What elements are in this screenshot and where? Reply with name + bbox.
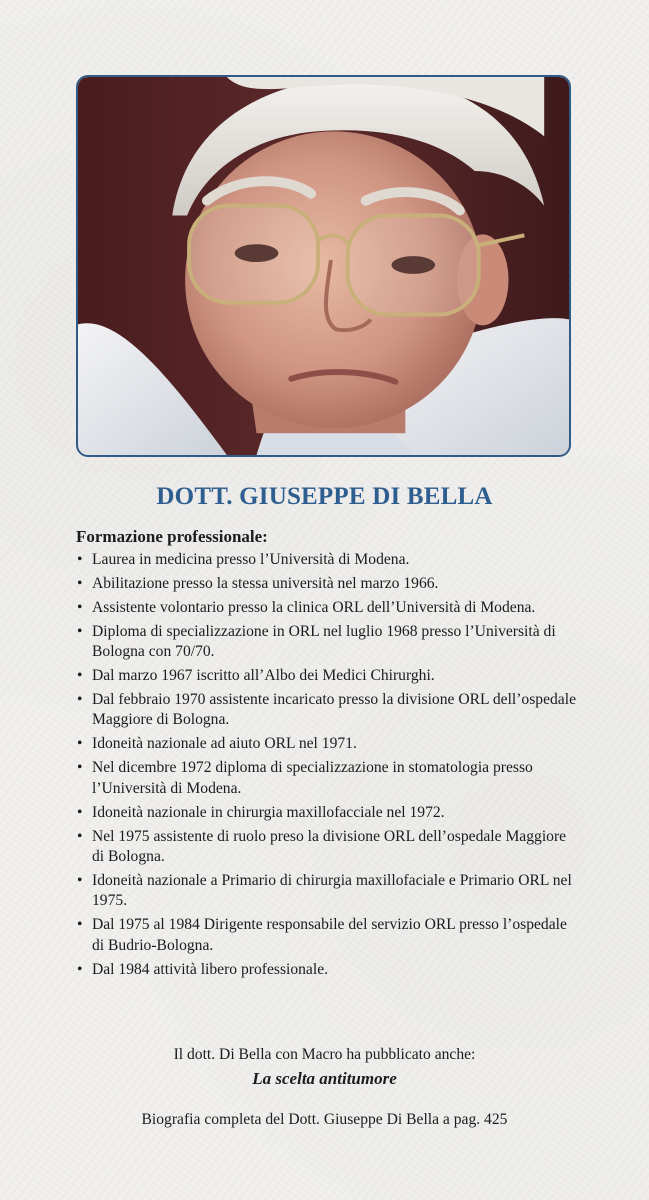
list-item: [76, 915, 576, 956]
list-item-text: Dal febbraio 1970 assistente incaricato presso la divisione ORL dell’ospedale Maggiore di Bologna.: [92, 690, 576, 729]
list-item: [76, 550, 576, 571]
credentials-list: [76, 550, 576, 980]
bullet: •: [77, 803, 83, 821]
main-content: [76, 526, 576, 984]
list-item-text: Nel dicembre 1972 diploma di specializzazione in stomatologia presso l’Università di Modena.: [92, 759, 533, 797]
list-item-text: Assistente volontario presso la clinica ORL dell’Università di Modena.: [92, 598, 536, 616]
bullet: •: [77, 690, 83, 708]
bullet: •: [77, 827, 83, 845]
publication-note: Il dott. Di Bella con Macro ha pubblicato anche:: [173, 1046, 476, 1063]
page-title: DOTT. GIUSEPPE DI BELLA: [156, 483, 493, 510]
list-item: [76, 666, 576, 687]
author-portrait: [76, 75, 571, 457]
list-item: [76, 622, 576, 663]
list-item-text: Laurea in medicina presso l’Università di Modena.: [92, 551, 410, 568]
list-item-text: Nel 1975 assistente di ruolo preso la divisione ORL dell’ospedale Maggiore di Bologna.: [92, 827, 567, 866]
bullet: •: [77, 960, 83, 978]
bullet: •: [77, 574, 83, 592]
list-item: [76, 598, 576, 619]
section-heading: Formazione professionale:: [76, 527, 268, 546]
biography-reference: Biografia completa del Dott. Giuseppe Di Bella a pag. 425: [141, 1111, 508, 1128]
bullet: •: [77, 916, 83, 934]
list-item-text: Diploma di specializzazione in ORL nel luglio 1968 presso l’Università di Bologna con 70/70.: [92, 622, 556, 661]
list-item: [76, 758, 576, 799]
list-item-text: Idoneità nazionale in chirurgia maxillofacciale nel 1972.: [92, 803, 445, 821]
list-item: [76, 871, 576, 912]
bullet: •: [77, 598, 83, 616]
bullet: •: [77, 551, 83, 568]
bullet: •: [77, 735, 83, 753]
list-item: [76, 574, 576, 595]
list-item-text: Dal 1984 attività libero professionale.: [92, 960, 329, 978]
list-item-text: Dal marzo 1967 iscritto all’Albo dei Medici Chirurghi.: [92, 667, 435, 685]
list-item: [76, 690, 576, 731]
list-item: [76, 803, 576, 824]
list-item-text: Idoneità nazionale a Primario di chirurgia maxillofaciale e Primario ORL nel 1975.: [92, 871, 572, 910]
book-title: La scelta antitumore: [252, 1069, 397, 1088]
bullet: •: [77, 871, 83, 889]
list-item: [76, 827, 576, 868]
list-item: [76, 960, 576, 981]
bullet: •: [77, 759, 83, 777]
list-item-text: Abilitazione presso la stessa università nel marzo 1966.: [92, 574, 439, 592]
list-item-text: Idoneità nazionale ad aiuto ORL nel 1971.: [92, 735, 357, 753]
list-item-text: Dal 1975 al 1984 Dirigente responsabile del servizio ORL presso l’ospedale di Budrio-Bologna.: [92, 916, 567, 954]
bullet: •: [77, 622, 83, 640]
list-item: [76, 734, 576, 755]
bullet: •: [77, 667, 83, 685]
